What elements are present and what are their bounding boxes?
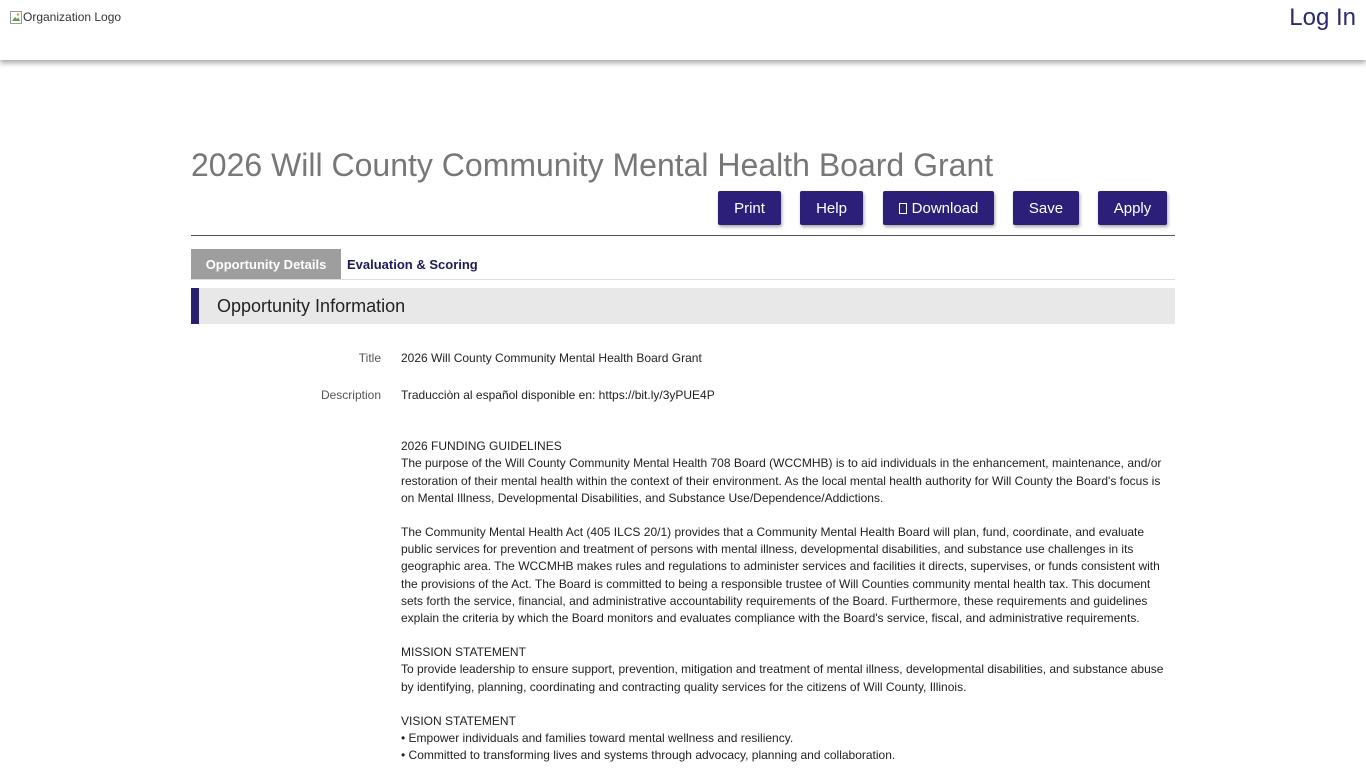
tab-opportunity-details[interactable] [191,249,341,279]
print-button[interactable] [718,191,781,225]
vision-item: • Empower individuals and families toward mental wellness and resiliency. [401,731,794,746]
tab-divider [191,279,1175,280]
print-button-label: Print [734,199,765,217]
description-field-label: Description [320,388,381,402]
translation-note: Traducciòn al español disponible en: https://bit.ly/3yPUE4P [401,388,715,402]
funding-guidelines-text: The purpose of the Will County Community Mental Health 708 Board (WCCMHB) is to aid individuals in the enhancement, maintenance, and/or restoration of their mental health within the context of their environment. As the local mental health authority for Will County the Board's focus is on Mental Illness, Developmental Disabilities, and Substance Use/Dependence/Addictions. [401,456,1162,505]
login-link[interactable]: Log In [1289,4,1356,31]
mission-text: To provide leadership to ensure support, prevention, mitigation and treatment of mental illness, developmental disabilities, and substance abuse by identifying, planning, coordinating and contracting quality services for the citizens of Will County, Illinois. [401,662,1164,694]
download-icon [899,203,907,214]
tab-label: Opportunity Details [205,256,327,272]
section-header [191,288,1175,324]
page-title: 2026 Will County Community Mental Health Board Grant [191,147,994,183]
description-body [401,387,1171,764]
help-button[interactable] [800,191,863,225]
help-button-label: Help [816,199,847,217]
mission-heading: MISSION STATEMENT [401,645,526,660]
apply-button[interactable] [1098,191,1167,225]
broken-image-icon [10,11,22,24]
title-field-label: Title [358,351,381,365]
vision-heading: VISION STATEMENT [401,713,516,728]
save-button-label: Save [1028,199,1064,217]
tab-label: Evaluation & Scoring [347,256,478,272]
section-heading: Opportunity Information [217,296,406,316]
organization-logo[interactable] [10,10,121,24]
title-field-value: 2026 Will County Community Mental Health Board Grant [401,351,702,365]
apply-button-label: Apply [1113,199,1152,217]
tab-evaluation-scoring[interactable] [347,249,478,279]
download-button[interactable] [883,191,994,225]
title-divider [191,235,1175,236]
mental-health-act-text: The Community Mental Health Act (405 ILCS 20/1) provides that a Community Mental Health Board will plan, fund, coordinate, and evaluate public services for prevention and treatment of persons with mental illness, developmental disabilities, and substance use challenges in its geographic area. The WCCMHB makes rules and regulations to administer services and facilities it directs, supervises, or funds consistent with the provisions of the Act. The Board is committed to being a responsible trustee of Will Counties community mental health tax. This document sets forth the service, financial, and administrative accountability requirements of the Board. Furthermore, these requirements and guidelines explain the criteria by which the Board monitors and evaluates compliance with the Board's service, fiscal, and administrative requirements. [401,525,1160,626]
funding-guidelines-heading: 2026 FUNDING GUIDELINES [401,439,562,454]
save-button[interactable] [1013,191,1079,225]
top-header-bar [0,0,1366,60]
logo-alt-text: Organization Logo [23,10,122,24]
vision-item: • Committed to transforming lives and systems through advocacy, planning and collaboration. [401,748,896,763]
download-button-label: Download [911,199,979,217]
section-accent-bar [191,288,199,324]
